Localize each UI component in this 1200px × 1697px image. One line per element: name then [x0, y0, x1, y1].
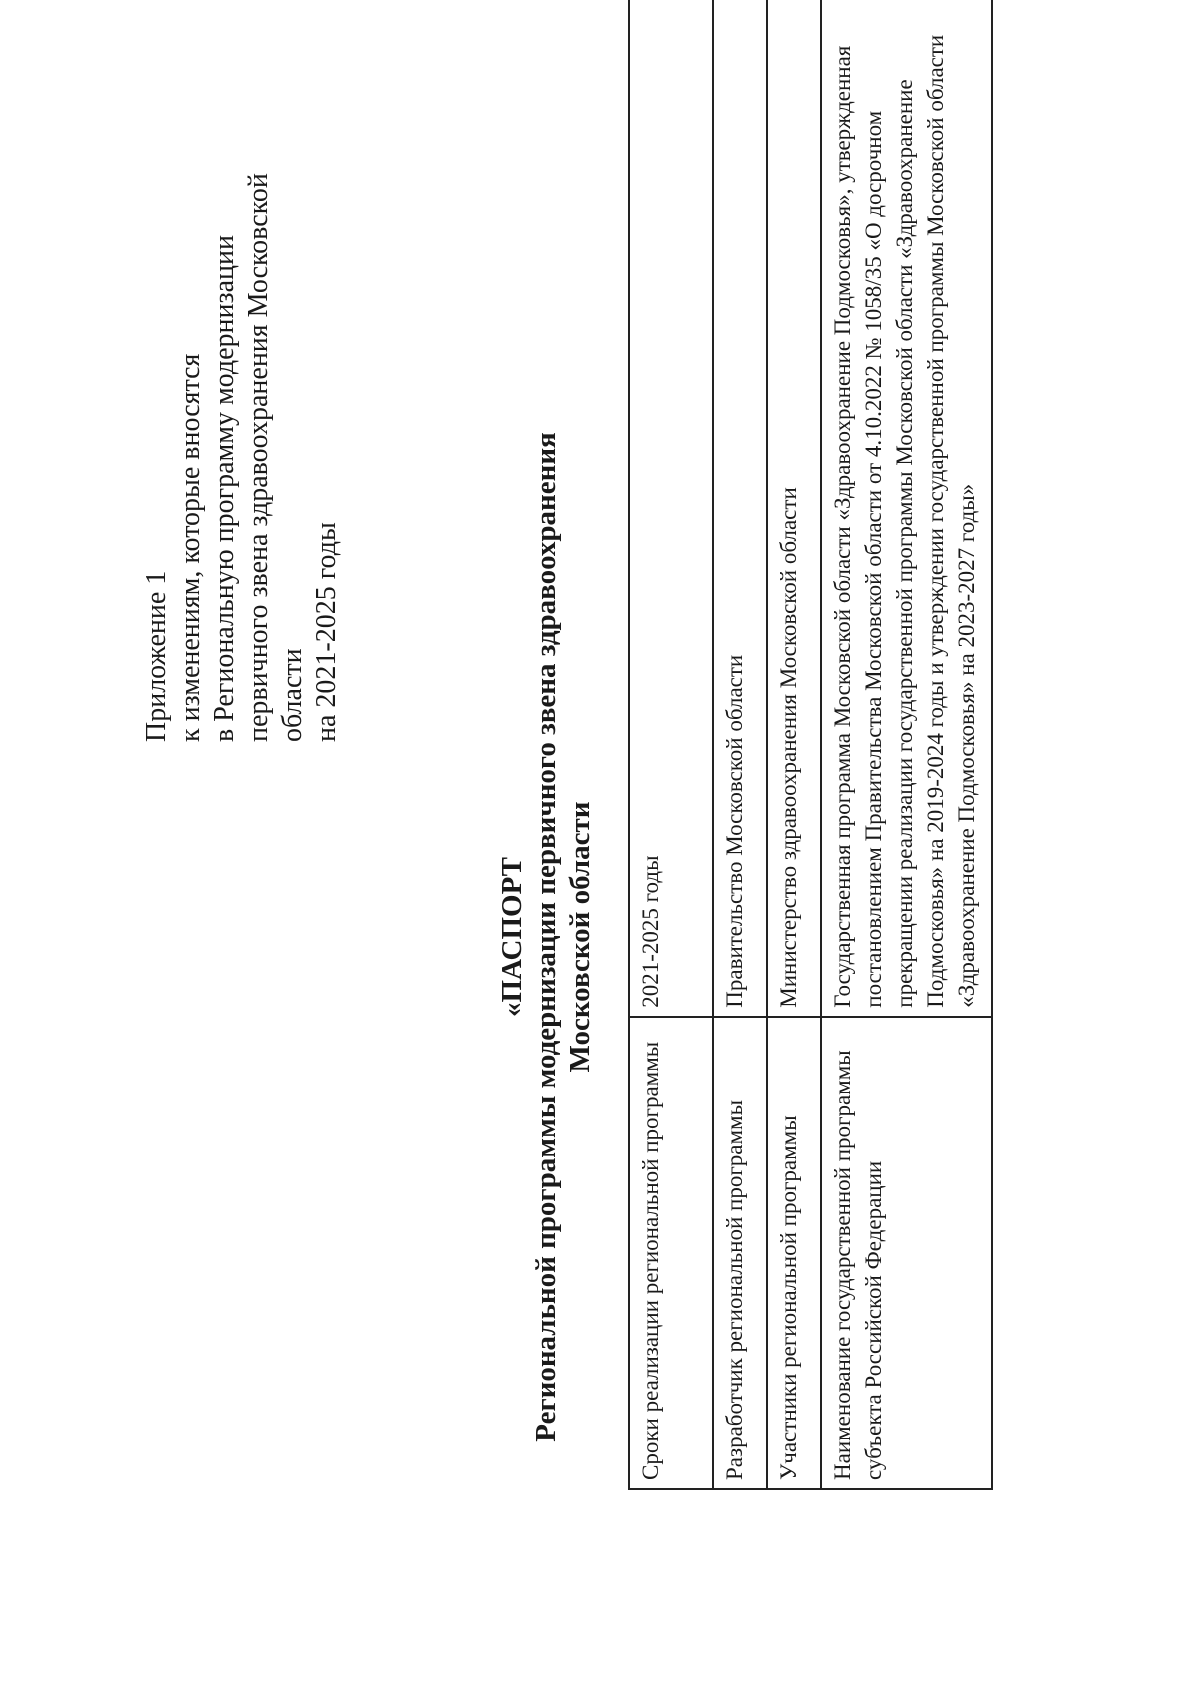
passport-title	[495, 377, 597, 1497]
appendix-line: Приложение 1	[141, 570, 172, 742]
row-label: Разработчик региональной программы	[713, 1017, 767, 1489]
appendix-block	[140, 62, 344, 742]
appendix-line: первичного звена здравоохранения Московской	[243, 173, 274, 742]
row-label: Участники региональной программы	[767, 1017, 821, 1489]
appendix-line: области	[277, 648, 308, 742]
passport-title-line: Региональной программы модернизации первичного звена здравоохранения	[530, 432, 562, 1442]
table-row	[821, 0, 992, 1489]
table-row	[713, 0, 767, 1489]
row-label: Наименование государственной программы субъекта Российской Федерации	[821, 1017, 992, 1489]
appendix-line: на 2021-2025 годы	[311, 522, 342, 742]
row-value: 2021-2025 годы	[629, 0, 713, 1017]
passport-table	[628, 0, 993, 1490]
table-row	[767, 0, 821, 1489]
appendix-line: к изменениям, которые вносятся	[175, 353, 206, 742]
table-row	[629, 0, 713, 1489]
appendix-line: в Региональную программу модернизации	[209, 235, 240, 742]
row-label: Сроки реализации региональной программы	[629, 1017, 713, 1489]
passport-title-line: «ПАСПОРТ	[496, 856, 528, 1018]
passport-title-line: Московской области	[564, 801, 596, 1073]
row-value: Государственная программа Московской области «Здравоохранение Подмосковья», утвержденная постановлением Правительства Московской области от 4.10.2022 № 1058/35 «О досрочном прекращении реализации государственной программы Московской области «Здравоохранение Подмосковья» на 2019-2024 годы и утверждении государственной программы Московской области «Здравоохранение Подмосковья» на 2023-2027 годы»	[821, 0, 992, 1017]
row-value: Министерство здравоохранения Московской области	[767, 0, 821, 1017]
row-value: Правительство Московской области	[713, 0, 767, 1017]
